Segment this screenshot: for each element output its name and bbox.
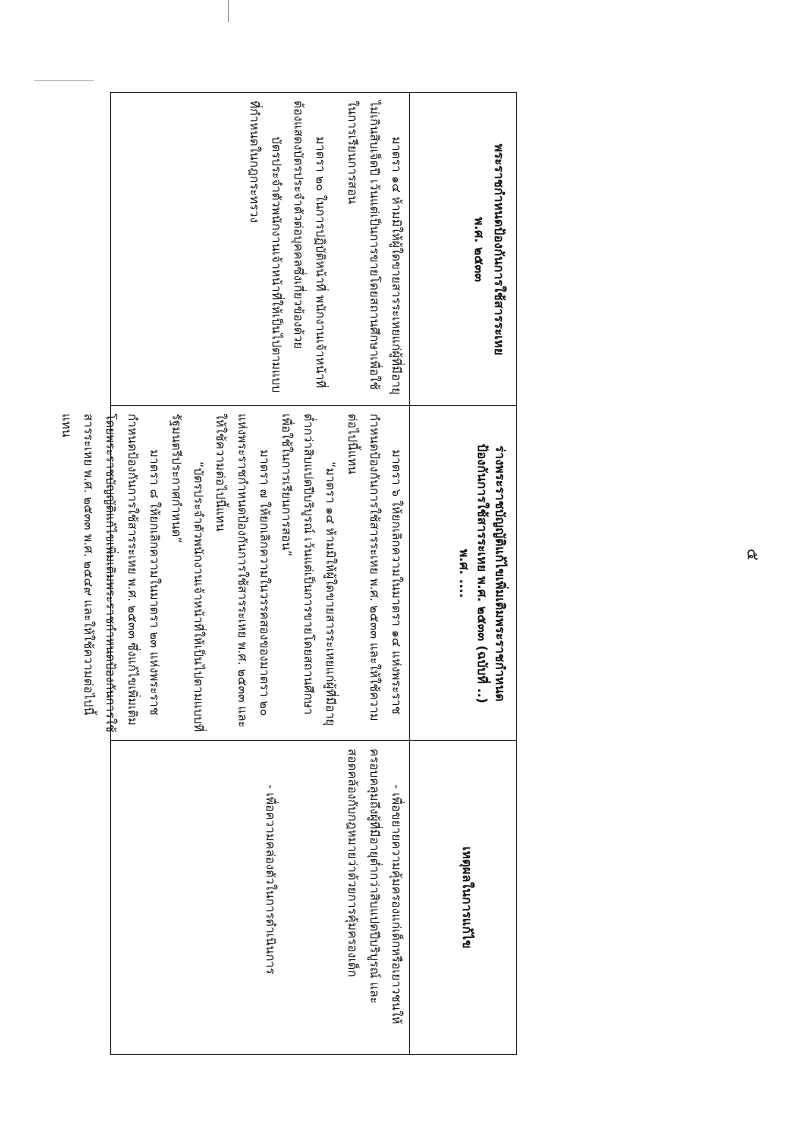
draft-section-6-quote: “มาตรา ๑๔ ห้ามมิให้ผู้ใดขายสารระเหยแก่ผู้ที่มีอายุต่ำกว่าสิบแปดปีบริบูรณ์ เว้นแต่เป็นการขายโดยสถานศึกษาเพื่อใช้ในการเรียนการสอน” xyxy=(279,413,338,726)
column-reasons-body xyxy=(111,741,411,1054)
column-existing-law xyxy=(111,93,516,406)
scan-artifact-left xyxy=(34,80,94,81)
reasons-title: เหตุผลในการแก้ไข xyxy=(460,846,475,949)
reason-2: - เพื่อความคล่องตัวในการดำเนินการ xyxy=(260,749,282,1046)
draft-section-7: มาตรา ๗ ให้ยกเลิกความในวรรคสองของมาตรา ๒๐ แห่งพระราชกำหนดป้องกันการใช้สารระเหย พ.ศ. ๒๕๓๓ และให้ใช้ความต่อไปนี้แทน xyxy=(213,413,272,728)
column-reasons-header xyxy=(409,741,516,1054)
comparison-table xyxy=(59,92,517,1055)
existing-section-14: มาตรา ๑๔ ห้ามมิให้ผู้ใดขายสารระเหยแก่ผู้ที่มีอายุไม่เกินสิบเจ็ดปี เว้นแต่เป็นการขายโดยสถานศึกษาเพื่อใช้ในการเรียนการสอน xyxy=(345,100,404,395)
draft-title-line2: ป้องกันการใช้สารระเหย พ.ศ. ๒๕๓๓ (ฉบับที่ ..) xyxy=(475,443,490,704)
column-existing-law-body xyxy=(111,93,411,405)
draft-section-6: มาตรา ๖ ให้ยกเลิกความในมาตรา ๑๔ แห่งพระราชกำหนดป้องกันการใช้สารระเหย พ.ศ. ๒๕๓๓ และให้ใช้ความต่อไปนี้แทน xyxy=(345,413,404,722)
draft-title-line1: ร่างพระราชบัญญัติแก้ไขเพิ่มเติมพระราชกำหนด xyxy=(493,445,508,702)
column-draft-amendment xyxy=(59,406,516,741)
reason-1: - เพื่อขยายความคุ้มครองแก่เด็กหรือเยาวชนให้ครอบคลุมถึงผู้ที่มีอายุต่ำกว่าสิบแปดปีบริบูรณ์ และสอดคล้องกับกฎหมายว่าด้วยการคุ้มครองเด็ก xyxy=(342,749,408,1046)
page-number: ๕ xyxy=(743,548,763,561)
existing-section-20: มาตรา ๒๐ ในการปฏิบัติหน้าที่ พนักงานเจ้าหน้าที่ต้องแสดงบัตรประจำตัวต่อบุคคลซึ่งเกี่ยวข้องด้วย xyxy=(291,100,328,388)
draft-title-line3: พ.ศ. .... xyxy=(457,548,472,599)
column-existing-law-header xyxy=(409,93,516,405)
draft-section-7-quote: “บัตรประจำตัวพนักงานเจ้าหน้าที่ให้เป็นไปตามแบบที่รัฐมนตรีประกาศกำหนด” xyxy=(169,413,206,732)
scan-artifact-top xyxy=(228,0,229,22)
existing-law-year: พ.ศ. ๒๕๓๓ xyxy=(472,217,487,282)
existing-section-20-para2: บัตรประจำตัวพนักงานเจ้าหน้าที่ให้เป็นไปตามแบบที่กำหนดในกฎกระทรวง xyxy=(247,100,284,393)
column-draft-amendment-body xyxy=(59,406,411,740)
existing-law-title: พระราชกำหนดป้องกันการใช้สารระเหย xyxy=(492,143,507,356)
column-reasons xyxy=(111,741,516,1054)
column-draft-amendment-header xyxy=(409,406,516,740)
draft-section-8: มาตรา ๘ ให้ยกเลิกความในมาตรา ๒๓ แห่งพระราชกำหนดป้องกันการใช้สารระเหย พ.ศ. ๒๕๓๓ ซึ่งแก้ไขเพิ่มเติมโดยพระราชบัญญัติแก้ไขเพิ่มเติมพระราชกำหนดป้องกันการใช้สารระเหย พ.ศ. ๒๕๓๓ พ.ศ. ๒๕๔๙ และให้ใช้ความต่อไปนี้แทน xyxy=(59,413,162,733)
